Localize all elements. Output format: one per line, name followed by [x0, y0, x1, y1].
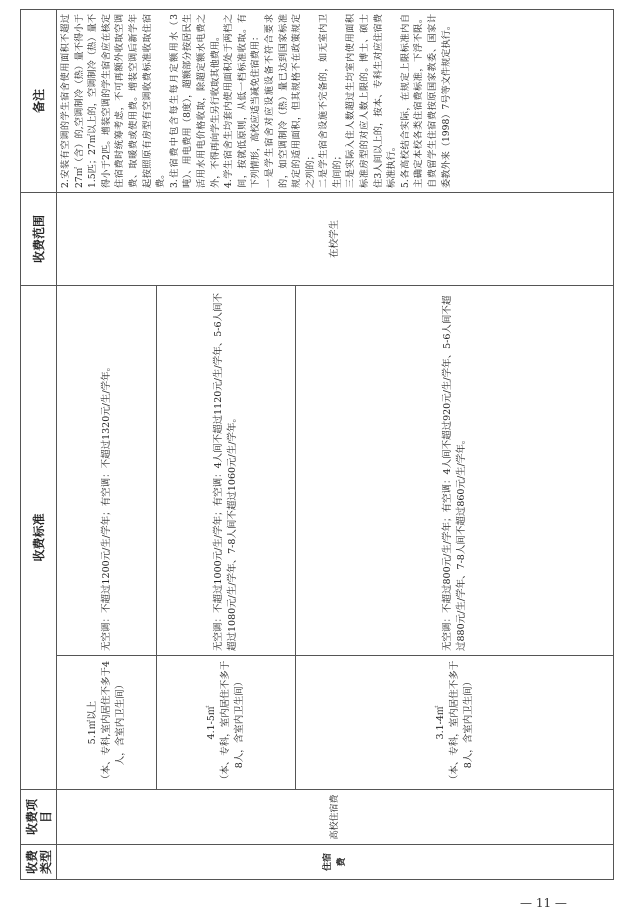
size-desc: （本、专科,室内居住不多于4人，含室内卫生间）: [100, 660, 126, 785]
note-paragraph: 3.住宿费中包含每生每月定额用水（3吨）、用电费用（8度），超额部分按居民生活用水用电价格收取，除超定额水电费之外，不得再向学生另行收取其他费用。: [168, 13, 221, 188]
note-paragraph: 二是学生宿舍设施不完备的，如无室内卫生间的；: [318, 13, 343, 188]
header-fee-scope: 收费范围: [21, 192, 57, 285]
size-cell: [157, 656, 296, 790]
standard-cell: 无空调：不超过1000元/生/学年；有空调：4人间不超过1120元/生/学年、5-6人间不超过1080元/生/学年、7-8人间不超过1060元/生/学年。: [157, 285, 296, 655]
header-fee-standard: 收费标准: [21, 285, 57, 789]
header-fee-type: 收费类型: [21, 845, 57, 880]
standard-cell: 无空调：不超过1200元/生/学年；有空调：不超过1320元/生/学年。: [57, 285, 157, 655]
size-cell: [57, 656, 157, 790]
scope-cell: 在校学生: [57, 192, 614, 285]
size-desc: （本、专科，室内居住不多于8人，含室内卫生间）: [220, 660, 245, 785]
fee-item-cell: 高校住宿费: [57, 790, 614, 845]
fee-standard-table: [20, 9, 614, 880]
size-area: 5.1㎡以上: [86, 700, 98, 745]
header-fee-item: 收费项目: [21, 790, 57, 845]
standard-cell: 无空调：不超过800元/生/学年；有空调：4人间不超过920元/生/学年、5-6人间不超过880元/生/学年、7-8人间不超过860元/生/学年。: [296, 285, 614, 655]
table-header-row: [21, 9, 57, 879]
note-cell: [57, 9, 614, 192]
note-paragraph: 5.各高校结合实际，在规定上限标准内自主确定本校各类住宿费标准，下浮不限。自费留学生住宿费按原国家教委、国家计委教外来（1998）7号等文件规定执行。: [399, 13, 452, 188]
table-row: [57, 9, 157, 879]
size-area: 4.1-5㎡: [206, 705, 217, 740]
note-paragraph: 2.安装有空调的学生宿舍使用面积不超过27㎡（含）的,空调制冷（热）量不得小于1.5匹；27㎡以上的，空调制冷（热）量不得小于2匹。增装空调的学生宿舍应在核定住宿费时统筹考虑，不可再额外收取空调费、取暖费或使用费。增装空调后新学年起按照原有房型有空调收费标准收取住宿费。: [60, 13, 167, 188]
size-desc: （本、专科，室内居住不多于8人，含室内卫生间）: [448, 660, 474, 785]
note-paragraph: 三是实际入住人数超过生均室内使用面积标准房型的对应人数上限的。博士、硕士住3人间以上的，按本、专科生对应住宿费标准执行。: [345, 13, 398, 188]
note-paragraph: 4.学生宿舍生均套内使用面积处于两档之间，按就低原则，从低一档标准收取。有下列情形，高校应适当减免住宿费用：: [223, 13, 262, 188]
size-cell: [296, 656, 614, 790]
size-area: 3.1-4㎡: [434, 705, 446, 740]
page-number: — 11 —: [520, 896, 567, 910]
note-paragraph: 一是学生宿舍对应设施设备不符合要求的，如空调制冷（热）量已达到国家标准规定的适用面积，但其规格不在政策规定之列的；: [263, 13, 316, 188]
fee-type-cell: 住宿费: [57, 845, 614, 880]
rotated-table-container: [20, 10, 612, 880]
header-note: 备注: [21, 9, 57, 192]
